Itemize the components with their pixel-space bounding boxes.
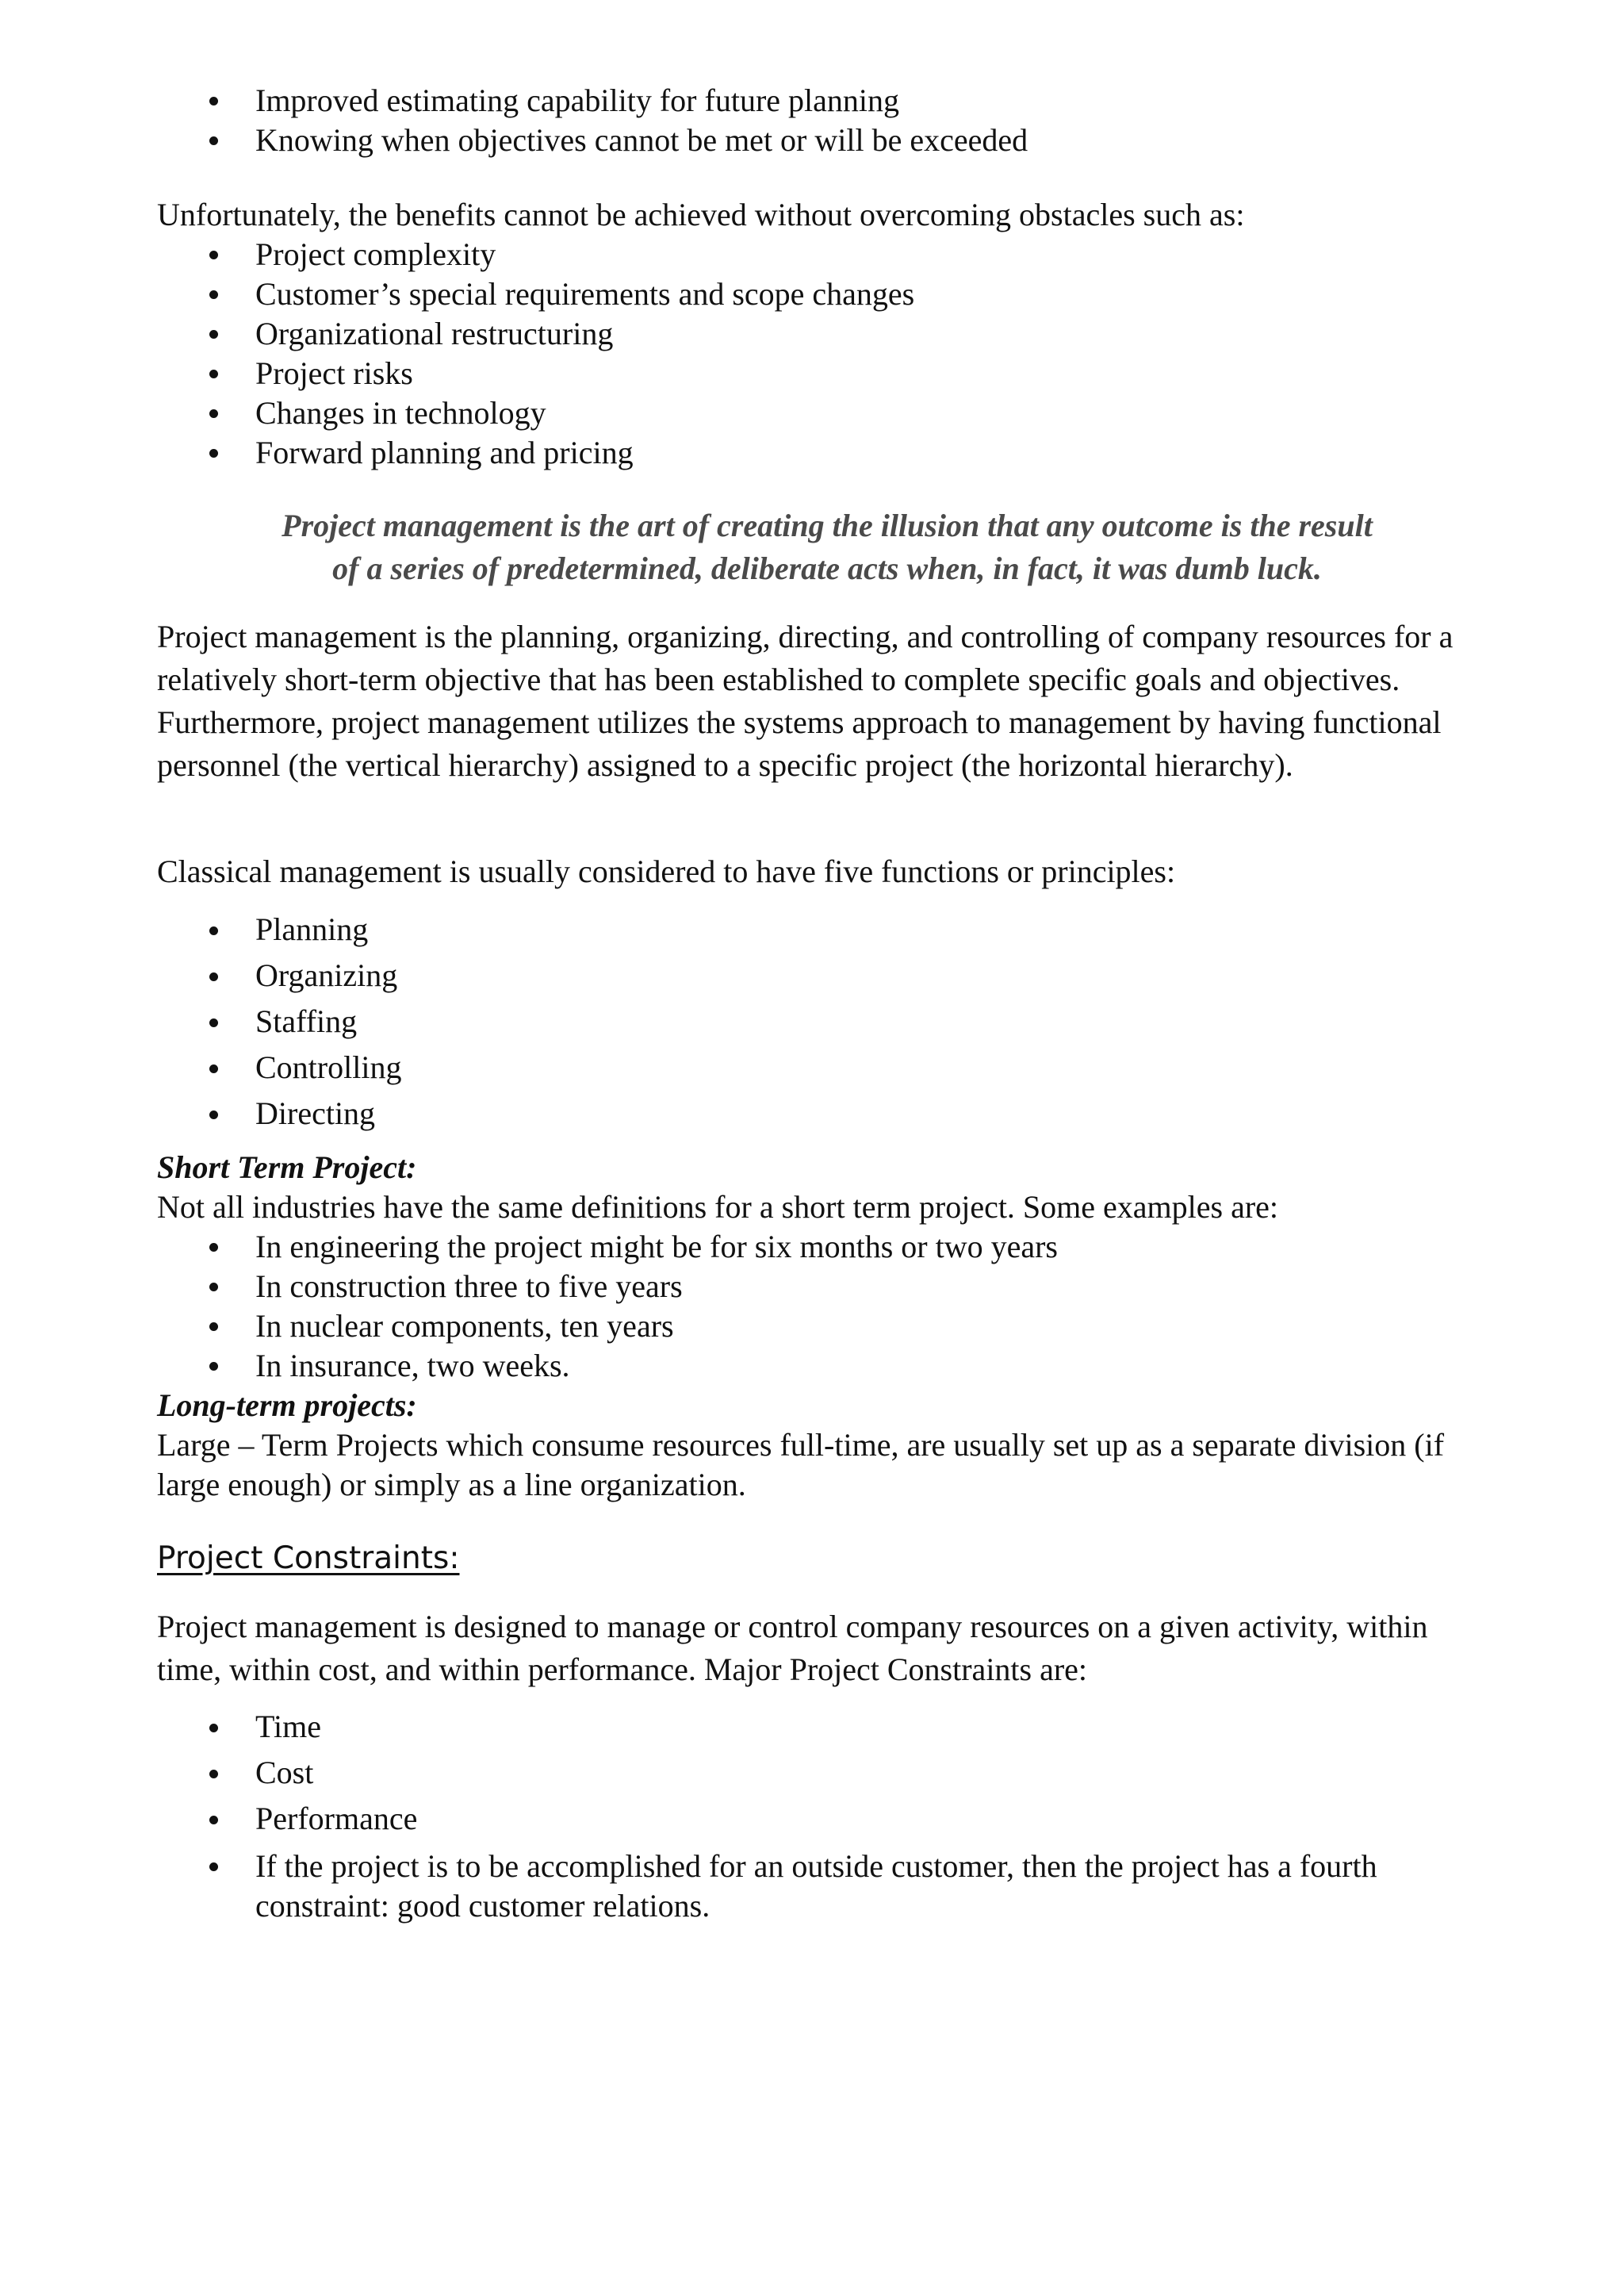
- bullet-icon: [209, 926, 218, 935]
- bullet-icon: [209, 1018, 218, 1027]
- text-line: Furthermore, project management utilizes the systems approach to management by having functional: [157, 704, 1442, 740]
- short-term-lead: Not all industries have the same definitions for a short term project. Some examples are:: [157, 1189, 1279, 1225]
- bullet-icon: [209, 1862, 218, 1871]
- list-item: Forward planning and pricing: [157, 433, 1505, 473]
- bullet-icon: [209, 409, 218, 418]
- bullet-icon: [209, 1283, 218, 1291]
- bullet-icon: [209, 1816, 218, 1824]
- classical-lead: Classical management is usually considered to have five functions or principles:: [157, 853, 1176, 889]
- obstacles-lead: Unfortunately, the benefits cannot be achieved without overcoming obstacles such as:: [157, 197, 1245, 232]
- bullet-icon: [209, 1362, 218, 1371]
- list-item: In insurance, two weeks.: [157, 1346, 1505, 1386]
- constraints-heading: Project Constraints:: [157, 1540, 460, 1576]
- bullet-icon: [209, 290, 218, 299]
- list-item: Changes in technology: [157, 393, 1505, 433]
- pull-quote: [157, 504, 1497, 590]
- quote-line: Project management is the art of creating the illusion that any outcome is the result: [282, 508, 1373, 543]
- list-item: Performance: [157, 1796, 1505, 1842]
- text-line: relatively short-term objective that has been established to complete specific goals and objectives.: [157, 662, 1400, 697]
- short-term-list: [157, 1227, 1505, 1386]
- short-term-section: [157, 1148, 1505, 1505]
- list-item: In construction three to five years: [157, 1267, 1505, 1306]
- constraints-list: [157, 1704, 1505, 1842]
- list-item: Customer’s special requirements and scope changes: [157, 274, 1505, 314]
- list-item: Project complexity: [157, 235, 1505, 274]
- list-item: Project risks: [157, 354, 1505, 393]
- bullet-icon: [209, 1322, 218, 1331]
- text-line: Project management is the planning, organizing, directing, and controlling of company resources for a: [157, 619, 1454, 654]
- bullet-icon: [209, 972, 218, 981]
- list-item: Cost: [157, 1750, 1505, 1796]
- bullet-icon: [209, 97, 218, 105]
- bullet-icon: [209, 370, 218, 378]
- bullet-icon: [209, 136, 218, 145]
- bullet-icon: [209, 330, 218, 339]
- definition-paragraph: [157, 616, 1505, 787]
- text-line: personnel (the vertical hierarchy) assigned to a specific project (the horizontal hierarchy).: [157, 747, 1293, 783]
- bullet-icon: [209, 1243, 218, 1252]
- bullet-icon: [209, 251, 218, 259]
- text-line: Large – Term Projects which consume resources full-time, are usually set up as a separate division (if: [157, 1427, 1445, 1463]
- bullet-icon: [209, 1770, 218, 1778]
- text-line: Project management is designed to manage or control company resources on a given activity, within: [157, 1609, 1428, 1644]
- quote-line: of a series of predetermined, deliberate acts when, in fact, it was dumb luck.: [332, 550, 1322, 586]
- list-item: In engineering the project might be for six months or two years: [157, 1227, 1505, 1267]
- list-item: Time: [157, 1704, 1505, 1750]
- short-term-heading: Short Term Project:: [157, 1149, 417, 1185]
- text-line: large enough) or simply as a line organization.: [157, 1467, 746, 1502]
- text-line: time, within cost, and within performance. Major Project Constraints are:: [157, 1651, 1088, 1687]
- list-item: Planning: [157, 907, 1505, 953]
- bullet-icon: [209, 1110, 218, 1119]
- constraints-last-list: [157, 1847, 1505, 1926]
- classical-list: [157, 907, 1505, 1137]
- bullet-icon: [209, 449, 218, 458]
- obstacles-section: [157, 195, 1505, 473]
- classical-section: [157, 852, 1505, 892]
- bullet-icon: [209, 1724, 218, 1732]
- bullet-icon: [209, 1064, 218, 1073]
- intro-bullet-list: [157, 81, 1505, 160]
- constraints-paragraph: [157, 1605, 1505, 1691]
- obstacles-list: [157, 235, 1505, 473]
- list-item: Directing: [157, 1091, 1505, 1137]
- list-item: Staffing: [157, 999, 1505, 1045]
- list-item: Improved estimating capability for future planning: [157, 81, 1505, 121]
- list-item: Knowing when objectives cannot be met or will be exceeded: [157, 121, 1505, 160]
- list-item: In nuclear components, ten years: [157, 1306, 1505, 1346]
- list-item: Organizing: [157, 953, 1505, 999]
- long-term-heading: Long-term projects:: [157, 1387, 417, 1423]
- list-item: If the project is to be accomplished for an outside customer, then the project has a fourth constraint: good customer relations.: [157, 1847, 1505, 1926]
- list-item: Controlling: [157, 1045, 1505, 1091]
- list-item: Organizational restructuring: [157, 314, 1505, 354]
